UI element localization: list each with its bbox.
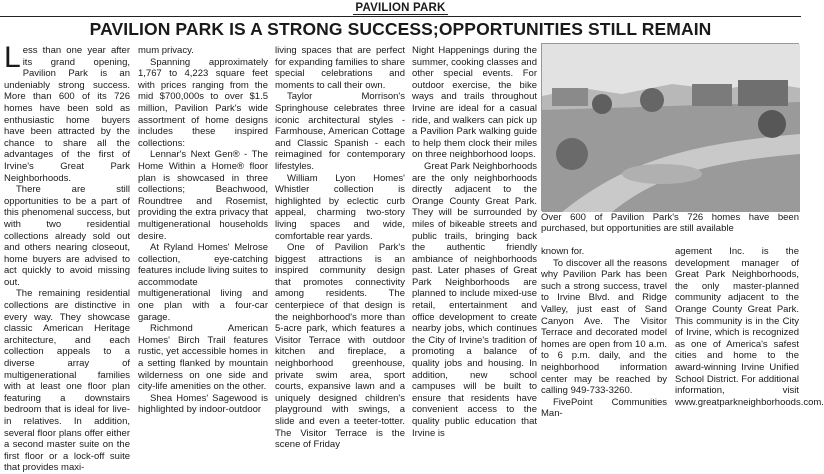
column-1 [4, 41, 130, 474]
paragraph: Night Happenings during the summer, cooking classes and other special events. For outdoor exercise, the bike ways and trails throughout Irvine are ideal for a casual ride, and walkers can pick up a Pavilion Park walking guide to help them clock their miles on three neighborhood loops. [412, 45, 537, 161]
paragraph: At Ryland Homes' Melrose collection, eye-catching features include living suites to accommodate multigenerational living and one plan with a four-car garage. [138, 242, 268, 323]
paragraph: FivePoint Communities Man- [541, 396, 667, 420]
paragraph: William Lyon Homes' Whistler collection is highlighted by eclectic curb appeal, charming two-story living spaces and wide, comfortable rear yards. [275, 172, 405, 242]
paragraph: To discover all the reasons why Pavilion Park has been such a strong success, travel to Irvine Blvd. and Ridge Valley, just east of Sand Canyon Ave. The Visitor Terrace and decorated model homes are open from 10 a.m. to 6 p.m. daily, and the neighborhood information center may be reached by calling 949-733-3260. [541, 257, 667, 397]
paragraph: Lennar's Next Gen® - The Home Within a Home® floor plan is showcased in three collections; Beachwood, Roundtree and Rosemist, providing the extra privacy that multigenerational households desire. [138, 149, 268, 242]
paragraph: living spaces that are perfect for expanding families to share special celebrations and moments to call their own. [275, 45, 405, 91]
park-photo [541, 43, 799, 211]
paragraph: agement Inc. is the development manager of Great Park Neighborhoods, the only master-planned community adjacent to the Orange County Great Park. This community is in the City of Irvine, which is recognized as one of America's safest cities and home to the award-winning Irvine Unified School District. For additional information, visit www.greatparkneighborhoods.com. [675, 246, 824, 408]
column-5 [541, 246, 667, 420]
paragraph-text: ess than one year after its grand opening, Pavilion Park is an undeniably strong success. More than 600 of its 726 homes have been sold as enthusiastic home buyers have been attracted by the chance to share all the advantages of the first of Irvine's Great Park Neighborhoods. [4, 45, 130, 184]
column-2 [138, 45, 268, 416]
column-3 [275, 45, 405, 451]
kicker-text: PAVILION PARK [355, 2, 446, 14]
park-illustration [542, 44, 800, 212]
column-6 [675, 246, 824, 408]
drop-cap: L [4, 41, 21, 74]
paragraph: Great Park Neighborhoods are the only neighborhoods directly adjacent to the Orange County Great Park. They will be surrounded by miles of bikeable streets and public trails, bringing back the authentic friendly ambiance of neighborhoods past. Later phases of Great Park Neighborhoods are planned to include mixed-use retail, entertainment and office development to create nearby jobs, which continues the City of Irvine's tradition of promoting a balance of quality jobs and housing. In addition, new school campuses will be built to ensure that residents have convenient access to the quality public education that Irvine is [412, 160, 538, 439]
paragraph: Taylor Morrison's Springhouse celebrates three iconic architectural styles - Farmhouse, American Cottage and Classic Spanish - each reimagined for contemporary lifestyles. [275, 91, 405, 172]
paragraph: There are still opportunities to be a part of this phenomenal success, but with two residential collections already sold out and others nearing closeout, home buyers are advised to act quickly to avoid missing out. [4, 184, 130, 288]
paragraph: One of Pavilion Park's biggest attractions is an inspired community design that promotes connectivity among residents. The centerpiece of that design is the neighborhood's more than 5-acre park, which features a Visitor Terrace with outdoor kitchen and fireplace, a neighborhood greenhouse, private swim area, sport courts, expansive lawn and a uniquely designed children's playground with swings, a slide and even a teeter-totter. The Visitor Terrace is the scene of Friday [275, 242, 405, 451]
headline: PAVILION PARK IS A STRONG SUCCESS;OPPORTUNITIES STILL REMAIN [89, 19, 712, 39]
photo-caption: Over 600 of Pavilion Park's 726 homes have been purchased, but opportunities are still available [541, 212, 799, 235]
paragraph [4, 41, 130, 184]
paragraph: The remaining residential collections are distinctive in every way. They showcase classic American Heritage architecture, and each collection appeals to a diverse array of multigenerational families with at least one floor plan featuring a downstairs bedroom that is ideal for live-in relatives. In addition, several floor plans offer either a second master suite on the first floor or a lock-off suite that provides maxi- [4, 288, 130, 474]
paragraph: Spanning approximately 1,767 to 4,223 square feet with prices ranging from the mid $700,000s to over $1.5 million, Pavilion Park's wide assortment of home designs includes these inspired collections: [138, 56, 268, 149]
paragraph: Richmond American Homes' Birch Trail features rustic, yet accessible homes in a setting flanked by mountain wilderness on one side and city-life amenities on the other. [138, 323, 268, 393]
section-kicker [0, 2, 801, 14]
paragraph: known for. [541, 246, 585, 257]
column-4 [412, 45, 538, 439]
paragraph: mum privacy. [138, 45, 194, 56]
paragraph: Shea Homes' Sagewood is highlighted by indoor-outdoor [138, 392, 268, 416]
